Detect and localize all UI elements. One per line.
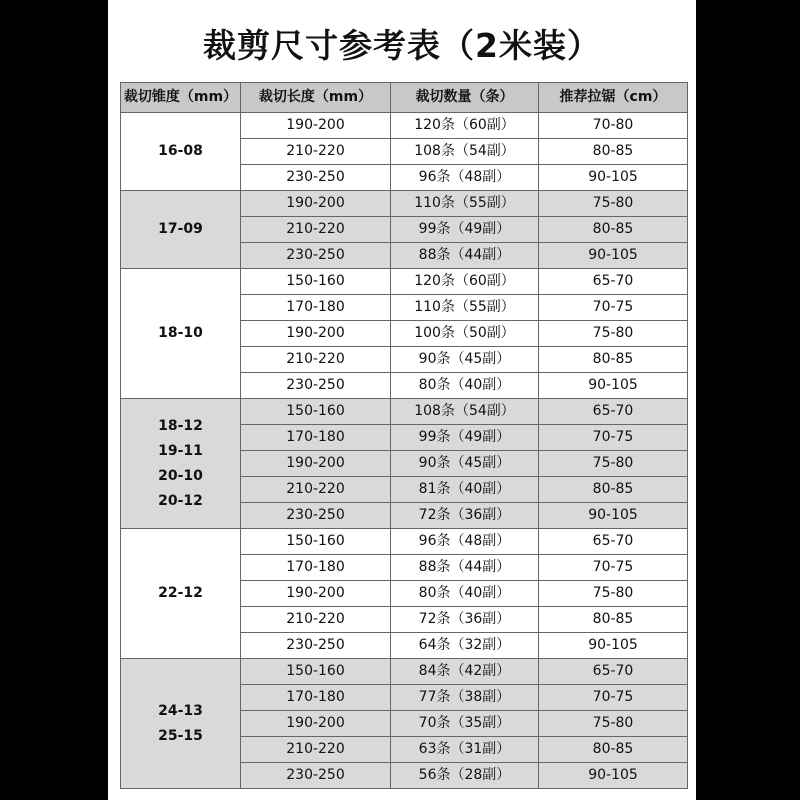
quantity-cell: 90条（45副） [391,451,539,477]
length-cell: 170-180 [241,425,391,451]
length-cell: 230-250 [241,503,391,529]
cone-value: 19-11 [158,442,203,459]
length-cell: 150-160 [241,529,391,555]
table-header-row [121,83,688,113]
saw-cell: 80-85 [539,347,688,373]
quantity-cell: 96条（48副） [391,529,539,555]
table-row [121,269,688,295]
page-title: 裁剪尺寸参考表（2米装） [203,26,601,65]
saw-cell: 75-80 [539,191,688,217]
quantity-cell: 120条（60副） [391,269,539,295]
length-cell: 170-180 [241,555,391,581]
cone-value: 17-09 [158,221,203,237]
length-cell: 190-200 [241,113,391,139]
length-cell: 170-180 [241,685,391,711]
cone-cell [121,659,241,789]
cone-cell [121,191,241,269]
quantity-cell: 90条（45副） [391,347,539,373]
length-cell: 230-250 [241,633,391,659]
quantity-cell: 110条（55副） [391,191,539,217]
length-cell: 230-250 [241,243,391,269]
table-row [121,191,688,217]
quantity-cell: 72条（36副） [391,607,539,633]
table-row [121,529,688,555]
length-cell: 170-180 [241,295,391,321]
length-cell: 210-220 [241,139,391,165]
table-row [121,399,688,425]
saw-cell: 80-85 [539,737,688,763]
length-cell: 230-250 [241,373,391,399]
header-quantity: 裁切数量（条） [391,83,539,113]
length-cell: 210-220 [241,607,391,633]
quantity-cell: 110条（55副） [391,295,539,321]
header-saw: 推荐拉锯（cm） [539,83,688,113]
saw-cell: 65-70 [539,529,688,555]
quantity-cell: 88条（44副） [391,555,539,581]
length-cell: 210-220 [241,737,391,763]
length-cell: 190-200 [241,191,391,217]
length-cell: 190-200 [241,711,391,737]
length-cell: 210-220 [241,217,391,243]
header-cone: 裁切锥度（mm） [121,83,241,113]
saw-cell: 75-80 [539,321,688,347]
cone-value: 16-08 [158,143,203,159]
saw-cell: 70-75 [539,425,688,451]
saw-cell: 70-75 [539,555,688,581]
saw-cell: 90-105 [539,763,688,789]
saw-cell: 75-80 [539,451,688,477]
quantity-cell: 108条（54副） [391,139,539,165]
quantity-cell: 96条（48副） [391,165,539,191]
saw-cell: 70-75 [539,685,688,711]
length-cell: 190-200 [241,451,391,477]
quantity-cell: 56条（28副） [391,763,539,789]
cone-value: 18-10 [158,325,203,341]
saw-cell: 70-80 [539,113,688,139]
size-reference-table [120,82,688,789]
cone-value: 20-12 [158,492,203,509]
quantity-cell: 80条（40副） [391,581,539,607]
cone-value: 18-12 [158,417,203,434]
header-length: 裁切长度（mm） [241,83,391,113]
cone-value: 25-15 [158,727,203,744]
saw-cell: 90-105 [539,243,688,269]
saw-cell: 90-105 [539,165,688,191]
length-cell: 150-160 [241,399,391,425]
saw-cell: 80-85 [539,477,688,503]
table-row [121,113,688,139]
quantity-cell: 84条（42副） [391,659,539,685]
saw-cell: 65-70 [539,659,688,685]
quantity-cell: 108条（54副） [391,399,539,425]
saw-cell: 75-80 [539,581,688,607]
saw-cell: 80-85 [539,607,688,633]
cone-cell [121,529,241,659]
quantity-cell: 81条（40副） [391,477,539,503]
quantity-cell: 100条（50副） [391,321,539,347]
table-body [121,113,688,789]
quantity-cell: 70条（35副） [391,711,539,737]
cone-value: 24-13 [158,702,203,719]
quantity-cell: 99条（49副） [391,217,539,243]
quantity-cell: 72条（36副） [391,503,539,529]
quantity-cell: 63条（31副） [391,737,539,763]
saw-cell: 80-85 [539,139,688,165]
saw-cell: 75-80 [539,711,688,737]
quantity-cell: 88条（44副） [391,243,539,269]
saw-cell: 90-105 [539,373,688,399]
quantity-cell: 120条（60副） [391,113,539,139]
saw-cell: 80-85 [539,217,688,243]
saw-cell: 90-105 [539,633,688,659]
cone-value: 22-12 [158,585,203,601]
quantity-cell: 64条（32副） [391,633,539,659]
saw-cell: 65-70 [539,399,688,425]
saw-cell: 90-105 [539,503,688,529]
length-cell: 190-200 [241,321,391,347]
quantity-cell: 99条（49副） [391,425,539,451]
quantity-cell: 80条（40副） [391,373,539,399]
quantity-cell: 77条（38副） [391,685,539,711]
cone-cell [121,269,241,399]
length-cell: 190-200 [241,581,391,607]
cone-cell [121,399,241,529]
length-cell: 210-220 [241,347,391,373]
length-cell: 210-220 [241,477,391,503]
length-cell: 230-250 [241,763,391,789]
table-row [121,659,688,685]
length-cell: 150-160 [241,659,391,685]
cone-value: 20-10 [158,467,203,484]
saw-cell: 65-70 [539,269,688,295]
saw-cell: 70-75 [539,295,688,321]
length-cell: 230-250 [241,165,391,191]
length-cell: 150-160 [241,269,391,295]
cone-cell [121,113,241,191]
